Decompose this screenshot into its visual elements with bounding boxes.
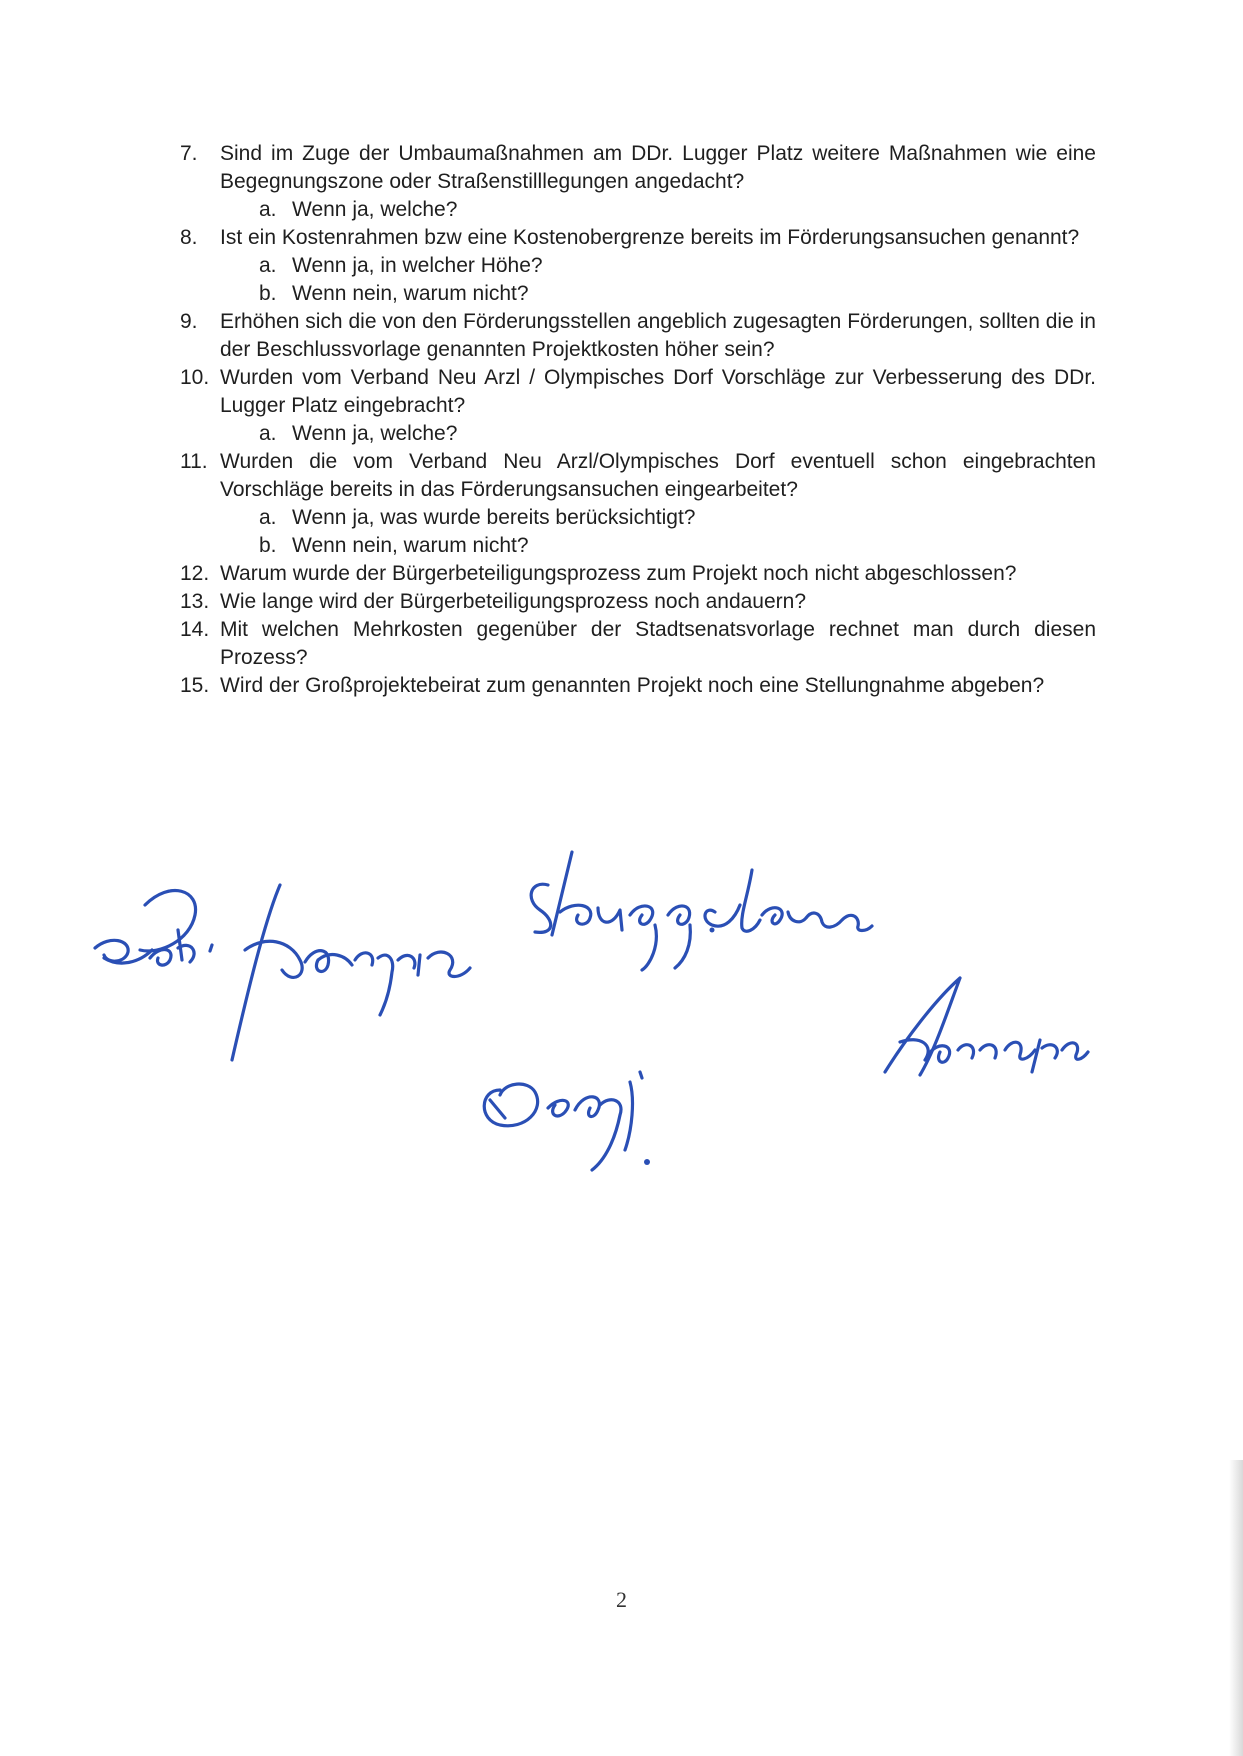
sub-question-text: Wenn nein, warum nicht?: [292, 534, 529, 557]
question-text: Wurden vom Verband Neu Arzl / Olympisches Dorf Vorschläge zur Verbesserung des DDr. Lugger Platz eingebracht?: [220, 366, 1096, 417]
question-item: [180, 588, 1096, 616]
sub-question-text: Wenn ja, in welcher Höhe?: [292, 254, 543, 277]
sub-question-label: a.: [259, 198, 277, 221]
question-item: [180, 448, 1096, 504]
question-text: Wird der Großprojektebeirat zum genannten Projekt noch eine Stellungnahme abgeben?: [220, 674, 1045, 697]
question-list: [180, 140, 1096, 700]
sub-question: [180, 504, 1096, 532]
sub-question-label: a.: [259, 506, 277, 529]
sub-question: [180, 252, 1096, 280]
question-number: 15.: [180, 674, 210, 697]
question-item: [180, 140, 1096, 196]
question-number: 9.: [180, 310, 198, 333]
question-number: 14.: [180, 618, 210, 641]
scan-edge-shadow: [1229, 1460, 1243, 1756]
question-item: [180, 224, 1096, 252]
sub-question-label: b.: [259, 282, 277, 305]
sub-question: [180, 532, 1096, 560]
sub-question-text: Wenn ja, welche?: [292, 422, 458, 445]
question-number: 12.: [180, 562, 210, 585]
question-text: Warum wurde der Bürgerbeteiligungsprozess zum Projekt noch nicht abgeschlossen?: [220, 562, 1017, 585]
sub-question-label: a.: [259, 422, 277, 445]
question-text: Wie lange wird der Bürgerbeteiligungsprozess noch andauern?: [220, 590, 807, 613]
signature-1: [95, 885, 470, 1060]
question-number: 8.: [180, 226, 198, 249]
signature-4: [885, 978, 1088, 1075]
sub-question-label: b.: [259, 534, 277, 557]
signature-3: [484, 1072, 650, 1170]
question-number: 7.: [180, 142, 198, 165]
sub-question: [180, 196, 1096, 224]
question-text: Erhöhen sich die von den Förderungsstellen angeblich zugesagten Förderungen, sollten die in der Beschlussvorlage genannten Projektkosten höher sein?: [220, 310, 1096, 361]
sub-question: [180, 280, 1096, 308]
question-text: Ist ein Kostenrahmen bzw eine Kostenobergrenze bereits im Förderungsansuchen genannt?: [220, 226, 1080, 249]
question-text: Sind im Zuge der Umbaumaßnahmen am DDr. Lugger Platz weitere Maßnahmen wie eine Begegnungszone oder Straßenstilllegungen angedacht?: [220, 142, 1096, 193]
page-number: 2: [616, 1587, 627, 1612]
question-number: 10.: [180, 366, 210, 389]
question-item: [180, 560, 1096, 588]
signature-2: [531, 852, 872, 970]
question-text: Mit welchen Mehrkosten gegenüber der Stadtsenatsvorlage rechnet man durch diesen Prozess?: [220, 618, 1096, 669]
sub-question-text: Wenn nein, warum nicht?: [292, 282, 529, 305]
question-item: [180, 308, 1096, 364]
question-text: Wurden die vom Verband Neu Arzl/Olympisches Dorf eventuell schon eingebrachten Vorschläge bereits in das Förderungsansuchen eingearbeitet?: [220, 450, 1096, 501]
question-item: [180, 616, 1096, 672]
question-number: 11.: [180, 450, 208, 473]
sub-question-label: a.: [259, 254, 277, 277]
question-item: [180, 672, 1096, 700]
question-number: 13.: [180, 590, 210, 613]
sub-question: [180, 420, 1096, 448]
sub-question-text: Wenn ja, was wurde bereits berücksichtigt?: [292, 506, 696, 529]
sub-question-text: Wenn ja, welche?: [292, 198, 458, 221]
question-item: [180, 364, 1096, 420]
